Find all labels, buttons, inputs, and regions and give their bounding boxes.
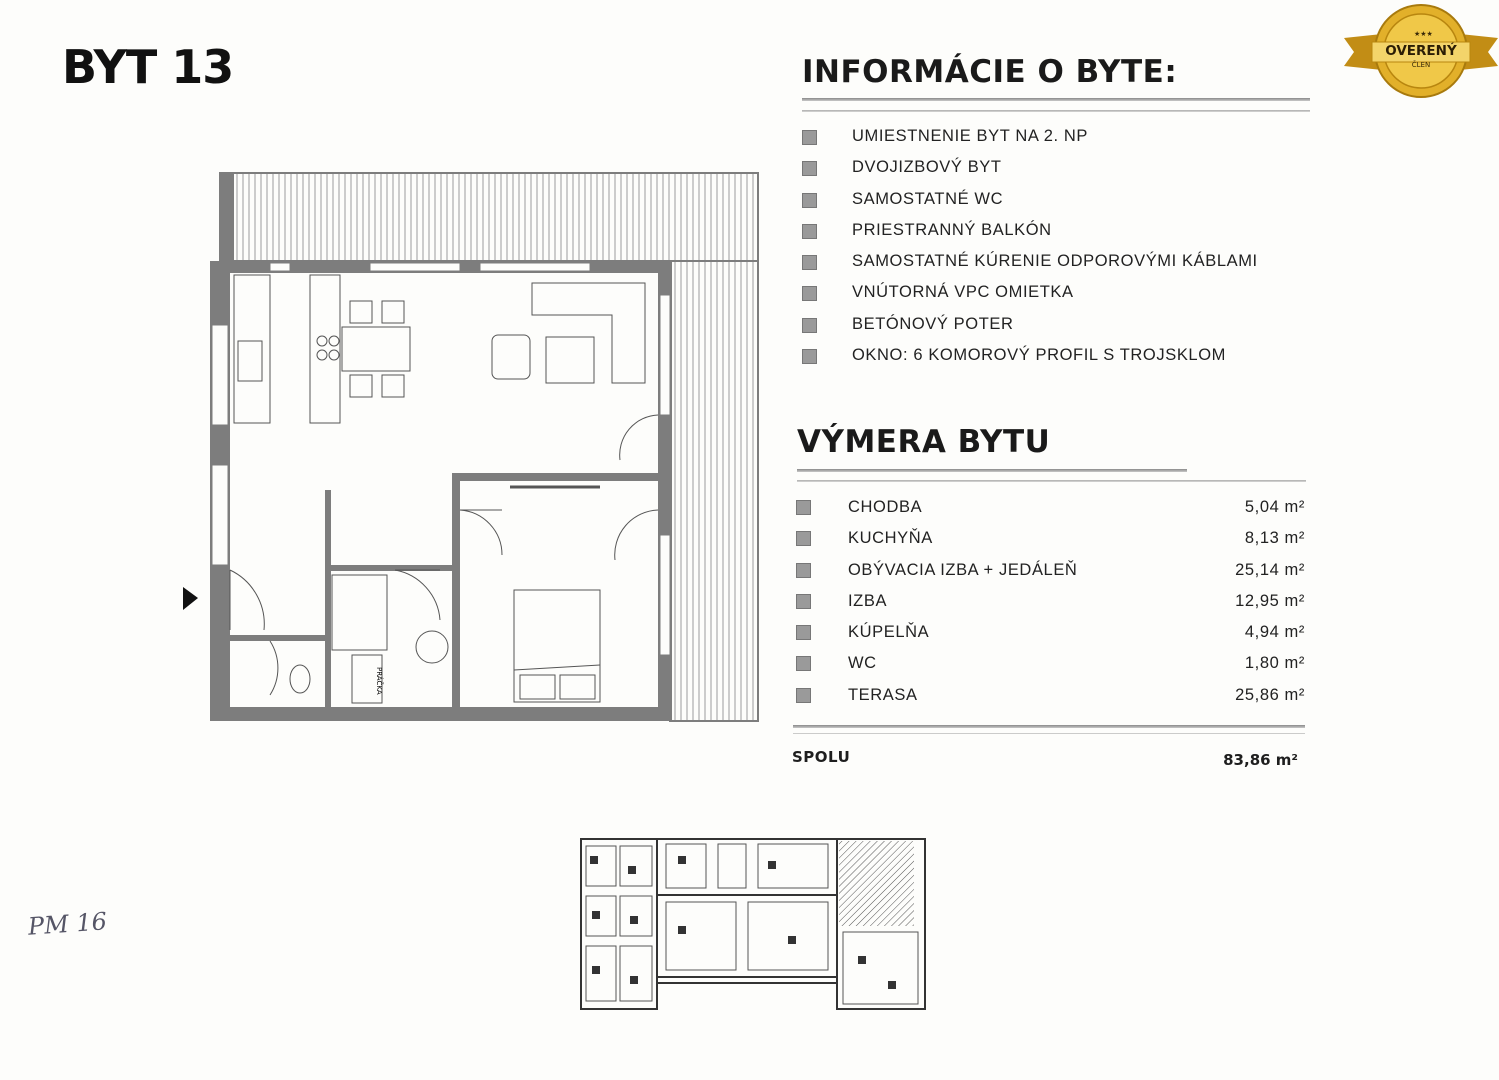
sofa (492, 283, 645, 383)
info-item: OKNO: 6 KOMOROVÝ PROFIL S TROJSKLOM (802, 340, 1322, 371)
bullet-square-icon (796, 563, 811, 578)
entrance-arrow-icon (183, 587, 198, 610)
bullet-square-icon (796, 500, 811, 515)
total-divider-thin (793, 733, 1305, 734)
building-key-plan (578, 836, 930, 1014)
info-item: DVOJIZBOVÝ BYT (802, 152, 1322, 183)
bullet-square-icon (802, 130, 817, 145)
info-section-title: INFORMÁCIE O BYTE: (802, 54, 1178, 90)
info-item: SAMOSTATNÉ KÚRENIE ODPOROVÝMI KÁBLAMI (802, 246, 1322, 277)
washer-label: PRÁČKA (375, 667, 383, 695)
doors (230, 415, 658, 695)
info-list (802, 121, 1322, 371)
windows (212, 263, 670, 655)
area-section-title: VÝMERA BYTU (797, 424, 1051, 460)
area-divider (797, 469, 1187, 472)
bullet-square-icon (796, 594, 811, 609)
bullet-square-icon (802, 255, 817, 270)
bullet-square-icon (796, 625, 811, 640)
bullet-square-icon (802, 193, 817, 208)
info-item: VNÚTORNÁ VPC OMIETKA (802, 277, 1322, 308)
total-divider (793, 725, 1305, 728)
info-item: BETÓNOVÝ POTER (802, 309, 1322, 340)
area-row: CHODBA 5,04 m² (796, 492, 1305, 523)
bullet-square-icon (796, 688, 811, 703)
total-value: 83,86 m² (1223, 751, 1298, 769)
badge-sublabel: ČLEN (1411, 61, 1431, 69)
total-label: SPOLU (792, 748, 851, 766)
bullet-square-icon (802, 349, 817, 364)
area-divider-thin (797, 480, 1306, 482)
handwritten-note: PM 16 (27, 907, 108, 941)
bullet-square-icon (802, 161, 817, 176)
bullet-square-icon (802, 286, 817, 301)
info-divider (802, 98, 1310, 101)
info-divider-thin (802, 110, 1310, 112)
area-row: WC 1,80 m² (796, 648, 1305, 679)
info-item: PRIESTRANNÝ BALKÓN (802, 215, 1322, 246)
bullet-square-icon (802, 224, 817, 239)
area-table (796, 492, 1305, 711)
highlighted-unit (839, 841, 914, 926)
bullet-square-icon (796, 531, 811, 546)
area-row: TERASA 25,86 m² (796, 680, 1305, 711)
page-title: BYT 13 (62, 40, 234, 94)
area-row: OBÝVACIA IZBA + JEDÁLEŇ 25,14 m² (796, 555, 1305, 586)
bullet-square-icon (796, 656, 811, 671)
verified-member-badge (1342, 4, 1499, 99)
interior-walls (230, 465, 672, 707)
area-row: IZBA 12,95 m² (796, 586, 1305, 617)
area-row: KÚPELŇA 4,94 m² (796, 617, 1305, 648)
bed (514, 590, 600, 702)
floor-plan (180, 165, 770, 730)
area-row: KUCHYŇA 8,13 m² (796, 523, 1305, 554)
info-item: UMIESTNENIE BYT NA 2. NP (802, 121, 1322, 152)
dining-table (342, 301, 410, 397)
kitchen-counter (234, 275, 340, 423)
info-item: SAMOSTATNÉ WC (802, 184, 1322, 215)
badge-label: OVERENÝ (1385, 43, 1457, 59)
outer-walls (210, 261, 672, 721)
bullet-square-icon (802, 318, 817, 333)
svg-text:★★★: ★★★ (1414, 30, 1433, 38)
